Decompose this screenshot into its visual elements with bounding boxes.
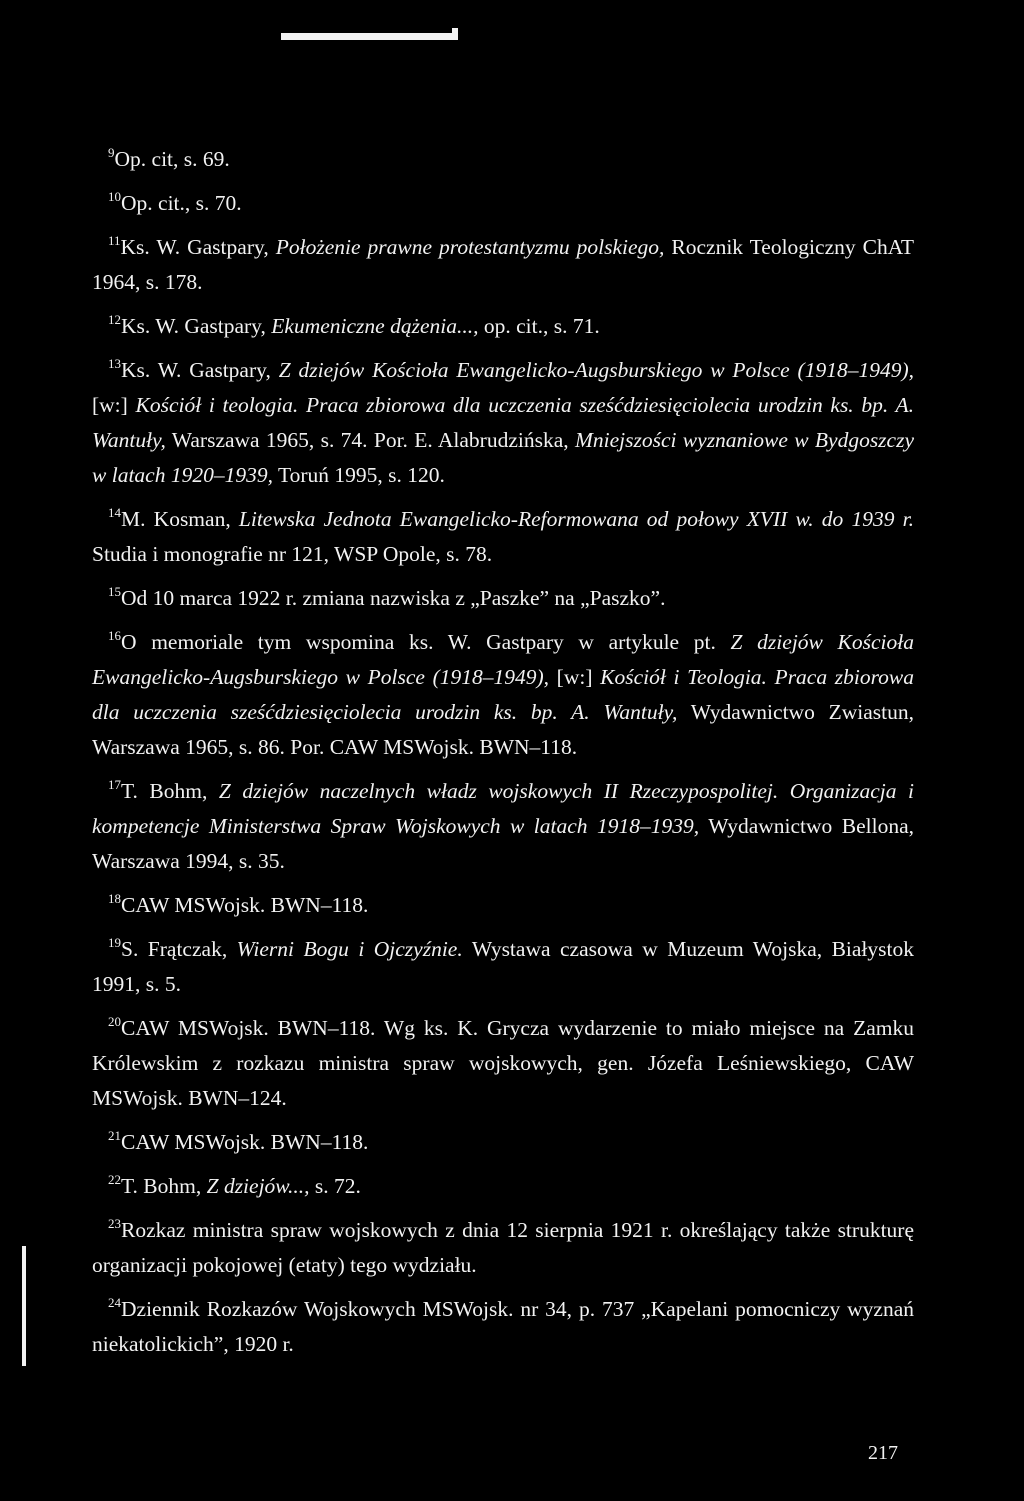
footnote-text: Rocznik Teologiczny ChAT 1964, s. 178. <box>92 235 914 294</box>
footnote-number: 21 <box>108 1128 121 1143</box>
footnote-number: 17 <box>108 777 121 792</box>
footnote-text: Rozkaz ministra spraw wojskowych z dnia 12 sierpnia 1921 r. określający także strukturę organizacji pokojowej (etaty) tego wydziału. <box>92 1218 914 1277</box>
footnote-number: 10 <box>108 189 121 204</box>
footnote-22 <box>92 1169 914 1204</box>
footnote-11 <box>92 230 914 300</box>
footnote-italic-title: Z dziejów Kościoła Ewangelicko-Augsburskiego w Polsce (1918–1949), <box>92 630 915 689</box>
footnote-text: T. Bohm, <box>121 1174 207 1198</box>
footnote-20 <box>92 1011 914 1116</box>
footnote-text: Ks. W. Gastpary, <box>121 358 279 382</box>
footnote-italic-title: Z dziejów naczelnych władz wojskowych II Rzeczypospolitej. Organizacja i kompetencje Ministerstwa Spraw Wojskowych w latach 1918–1939, <box>92 779 914 838</box>
footnote-text: Toruń 1995, s. 120. <box>272 463 445 487</box>
footnote-text: Ks. W. Gastpary, <box>120 235 276 259</box>
footnote-text: Ks. W. Gastpary, <box>121 314 272 338</box>
footnote-text: Op. cit., s. 70. <box>121 191 242 215</box>
footnote-number: 24 <box>108 1295 121 1310</box>
footnote-italic-title: Kościół i teologia. Praca zbiorowa dla uczczenia sześćdziesięciolecia urodzin ks. bp. A. Wantuły, <box>92 393 914 452</box>
footnote-text: Wydawnictwo Zwiastun, Warszawa 1965, s. 86. Por. CAW MSWojsk. BWN–118. <box>92 700 914 759</box>
footnote-number: 19 <box>108 935 121 950</box>
footnote-number: 18 <box>108 891 121 906</box>
footnote-italic-title: Mniejszości wyznaniowe w Bydgoszczy w latach 1920–1939, <box>92 428 915 487</box>
footnotes-list <box>92 142 914 1371</box>
footnote-12 <box>92 309 914 344</box>
footnote-24 <box>92 1292 914 1362</box>
footnote-9 <box>92 142 914 177</box>
footnote-13 <box>92 353 914 493</box>
footnote-text: Op. cit, s. 69. <box>114 147 230 171</box>
footnote-text: Od 10 marca 1922 r. zmiana nazwiska z „Paszke” na „Paszko”. <box>121 586 666 610</box>
margin-line-mark <box>22 1246 26 1366</box>
footnote-text: O memoriale tym wspomina ks. W. Gastpary w artykule pt. <box>121 630 731 654</box>
footnote-text: S. Frątczak, <box>121 937 237 961</box>
top-scan-bar <box>281 33 458 40</box>
footnote-23 <box>92 1213 914 1283</box>
footnote-number: 13 <box>108 356 121 371</box>
footnote-italic-title: Z dziejów Kościoła Ewangelicko-Augsburskiego w Polsce (1918–1949), <box>278 358 914 382</box>
footnote-text: CAW MSWojsk. BWN–118. <box>121 893 369 917</box>
footnote-19 <box>92 932 914 1002</box>
footnote-16 <box>92 625 914 765</box>
footnote-number: 20 <box>108 1014 121 1029</box>
footnote-number: 16 <box>108 628 121 643</box>
footnote-text: [w:] <box>92 393 136 417</box>
footnote-italic-title: Z dziejów..., <box>206 1174 310 1198</box>
footnote-italic-title: Położenie prawne protestantyzmu polskiego, <box>275 235 665 259</box>
footnote-text: CAW MSWojsk. BWN–118. Wg ks. K. Grycza wydarzenie to miało miejsce na Zamku Królewskim z rozkazu ministra spraw wojskowych, gen. Józefa Leśniewskiego, CAW MSWojsk. BWN–124. <box>92 1016 914 1110</box>
footnote-18 <box>92 888 914 923</box>
page-number: 217 <box>868 1442 898 1464</box>
footnote-number: 22 <box>108 1172 121 1187</box>
footnote-14 <box>92 502 914 572</box>
footnote-21 <box>92 1125 914 1160</box>
footnote-text: CAW MSWojsk. BWN–118. <box>121 1130 369 1154</box>
footnote-text: Wydawnictwo Bellona, Warszawa 1994, s. 35. <box>92 814 914 873</box>
footnote-15 <box>92 581 914 616</box>
footnote-10 <box>92 186 914 221</box>
footnote-17 <box>92 774 914 879</box>
footnote-text: s. 72. <box>309 1174 361 1198</box>
footnote-italic-title: Ekumeniczne dążenia..., <box>271 314 479 338</box>
footnote-text: op. cit., s. 71. <box>478 314 600 338</box>
footnote-text: Warszawa 1965, s. 74. Por. E. Alabrudzińska, <box>165 428 575 452</box>
footnote-number: 14 <box>108 505 121 520</box>
footnote-text: Wystawa czasowa w Muzeum Wojska, Białystok 1991, s. 5. <box>92 937 914 996</box>
footnote-text: T. Bohm, <box>121 779 219 803</box>
footnote-number: 11 <box>108 233 121 248</box>
footnote-number: 9 <box>108 145 115 160</box>
footnote-text: Studia i monografie nr 121, WSP Opole, s. 78. <box>92 542 493 566</box>
footnote-number: 15 <box>108 584 121 599</box>
footnote-text: M. Kosman, <box>121 507 239 531</box>
footnote-italic-title: Kościół i Teologia. Praca zbiorowa dla uczczenia sześćdziesięciolecia urodzin ks. bp. A. Wantuły, <box>92 665 914 724</box>
footnote-italic-title: Wierni Bogu i Ojczyźnie. <box>236 937 463 961</box>
top-scan-bar-end <box>452 28 458 40</box>
footnote-number: 12 <box>108 312 121 327</box>
footnote-number: 23 <box>108 1216 121 1231</box>
footnote-italic-title: Litewska Jednota Ewangelicko-Reformowana od połowy XVII w. do 1939 r. <box>238 507 914 531</box>
footnote-text: [w:] <box>549 665 601 689</box>
footnote-text: Dziennik Rozkazów Wojskowych MSWojsk. nr 34, p. 737 „Kapelani pomocniczy wyznań niekatolickich”, 1920 r. <box>92 1297 914 1356</box>
